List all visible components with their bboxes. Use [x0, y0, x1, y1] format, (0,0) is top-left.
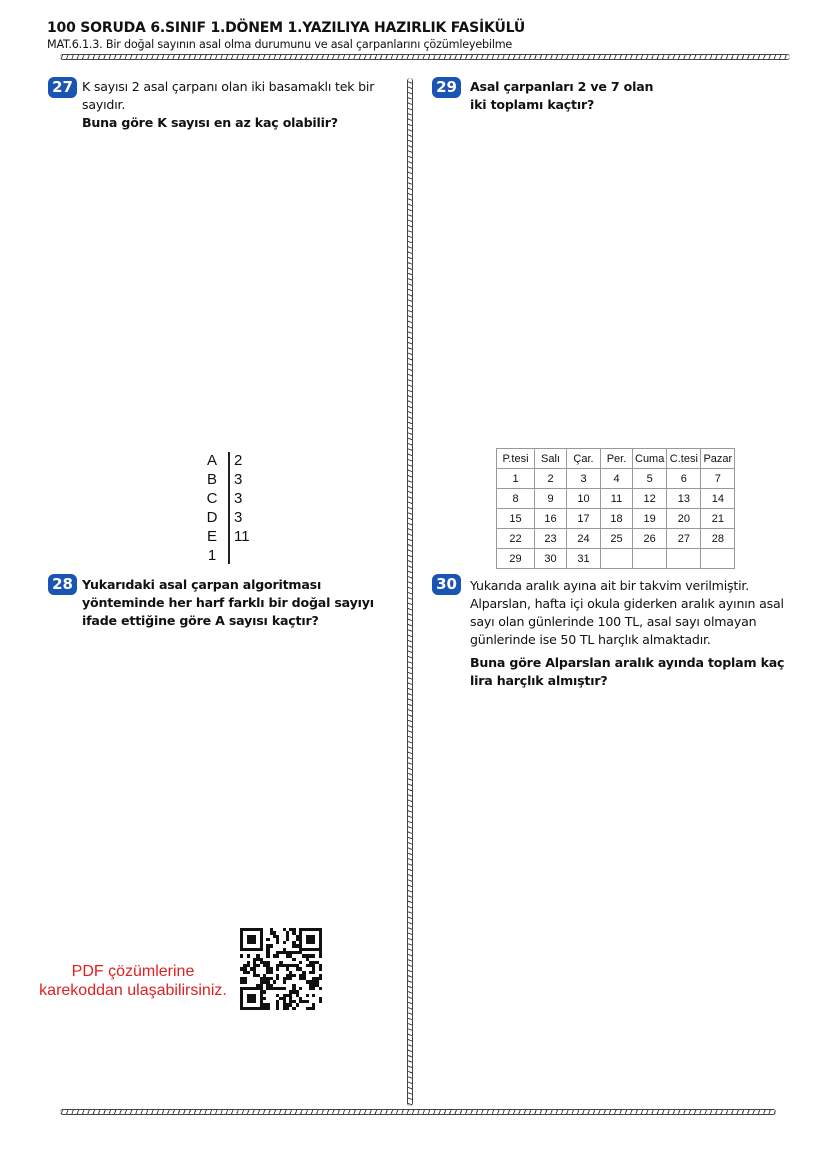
calendar-day-cell: 24 — [567, 529, 601, 549]
calendar-day-header: C.tesi — [667, 449, 701, 469]
calendar-day-cell: 14 — [701, 489, 735, 509]
calendar-day-cell: 17 — [567, 509, 601, 529]
calendar-day-cell: 6 — [667, 469, 701, 489]
calendar-day-cell — [701, 549, 735, 569]
question-29-badge: 29 — [432, 77, 461, 98]
question-28-prompt: Yukarıdaki asal çarpan algoritması yönteminde her harf farklı bir doğal sayıyı ifade ettiğine göre A sayısı kaçtır? — [82, 577, 374, 628]
algorithm-left-value: C — [206, 490, 218, 507]
calendar-day-cell: 21 — [701, 509, 735, 529]
pdf-solutions-note: PDF çözümlerine karekoddan ulaşabilirsiniz. — [39, 963, 227, 999]
calendar-day-header: P.tesi — [497, 449, 535, 469]
calendar-day-cell — [633, 549, 667, 569]
qr-module — [319, 1007, 322, 1010]
bottom-divider — [60, 1109, 776, 1115]
algorithm-bar — [228, 452, 230, 564]
calendar-day-cell: 10 — [567, 489, 601, 509]
calendar-day-cell: 20 — [667, 509, 701, 529]
calendar-header-row — [497, 449, 735, 469]
algorithm-left-column — [203, 451, 221, 565]
calendar-day-cell: 31 — [567, 549, 601, 569]
question-30-text: Yukarıda aralık ayına ait bir takvim verilmiştir. Alparslan, hafta içi okula giderken aralık ayının asal sayı olan günlerinde 100 TL, asal sayı olmayan günlerinde ise 50 TL harçlık almaktadır. — [470, 578, 784, 647]
calendar-day-cell: 19 — [633, 509, 667, 529]
calendar-day-cell: 7 — [701, 469, 735, 489]
calendar-day-cell: 15 — [497, 509, 535, 529]
calendar-day-cell: 27 — [667, 529, 701, 549]
question-27 — [82, 78, 392, 132]
algorithm-left-value: E — [206, 528, 217, 545]
page-subtitle: MAT.6.1.3. Bir doğal sayının asal olma durumunu ve asal çarpanlarını çözümleyebilme — [47, 38, 513, 51]
algorithm-right-value: 11 — [234, 528, 250, 545]
calendar-day-cell — [667, 549, 701, 569]
question-27-text: K sayısı 2 asal çarpanı olan iki basamaklı tek bir sayıdır. — [82, 79, 375, 112]
calendar-day-cell: 8 — [497, 489, 535, 509]
calendar-day-cell: 30 — [535, 549, 567, 569]
calendar-day-cell: 28 — [701, 529, 735, 549]
calendar-table — [496, 448, 735, 569]
calendar-day-header: Pazar — [701, 449, 735, 469]
calendar-day-cell: 16 — [535, 509, 567, 529]
calendar-week-row — [497, 509, 735, 529]
question-27-badge: 27 — [48, 77, 77, 98]
calendar-day-header: Cuma — [633, 449, 667, 469]
page-title: 100 SORUDA 6.SINIF 1.DÖNEM 1.YAZILIYA HAZIRLIK FASİKÜLÜ — [47, 20, 526, 36]
question-29-prompt: Asal çarpanları 2 ve 7 olan iki toplamı kaçtır? — [470, 79, 654, 112]
algorithm-right-value — [234, 546, 250, 565]
algorithm-right-value: 2 — [234, 452, 243, 469]
algorithm-left-value: 1 — [207, 547, 217, 564]
calendar-day-cell — [601, 549, 633, 569]
question-30 — [470, 577, 795, 690]
calendar-day-cell: 5 — [633, 469, 667, 489]
calendar-day-cell: 13 — [667, 489, 701, 509]
algorithm-right-value: 3 — [234, 471, 243, 488]
calendar-day-cell: 3 — [567, 469, 601, 489]
calendar-day-cell: 2 — [535, 469, 567, 489]
calendar-day-cell: 29 — [497, 549, 535, 569]
calendar-day-cell: 18 — [601, 509, 633, 529]
calendar-day-header: Çar. — [567, 449, 601, 469]
calendar-day-cell: 1 — [497, 469, 535, 489]
calendar-week-row — [497, 469, 735, 489]
question-30-badge: 30 — [432, 574, 461, 595]
algorithm-left-value: B — [206, 471, 217, 488]
calendar-day-header: Per. — [601, 449, 633, 469]
calendar-week-row — [497, 529, 735, 549]
calendar-day-cell: 26 — [633, 529, 667, 549]
calendar-day-cell: 9 — [535, 489, 567, 509]
calendar-day-cell: 4 — [601, 469, 633, 489]
calendar-day-cell: 12 — [633, 489, 667, 509]
calendar-week-row — [497, 489, 735, 509]
question-30-prompt: Buna göre Alparslan aralık ayında toplam kaç lira harçlık almıştır? — [470, 655, 785, 688]
algorithm-right-column — [234, 451, 250, 565]
column-divider — [407, 78, 413, 1106]
calendar-day-cell: 11 — [601, 489, 633, 509]
question-28-badge: 28 — [48, 574, 77, 595]
calendar-week-row — [497, 549, 735, 569]
calendar-day-cell: 25 — [601, 529, 633, 549]
algorithm-right-value: 3 — [234, 490, 243, 507]
qr-code[interactable] — [240, 928, 322, 1010]
algorithm-left-value: A — [206, 452, 217, 469]
top-divider — [60, 54, 790, 60]
calendar-day-cell: 23 — [535, 529, 567, 549]
algorithm-left-value: D — [206, 509, 218, 526]
question-27-prompt: Buna göre K sayısı en az kaç olabilir? — [82, 115, 338, 130]
algorithm-right-value: 3 — [234, 509, 243, 526]
calendar-day-header: Salı — [535, 449, 567, 469]
calendar-day-cell: 22 — [497, 529, 535, 549]
